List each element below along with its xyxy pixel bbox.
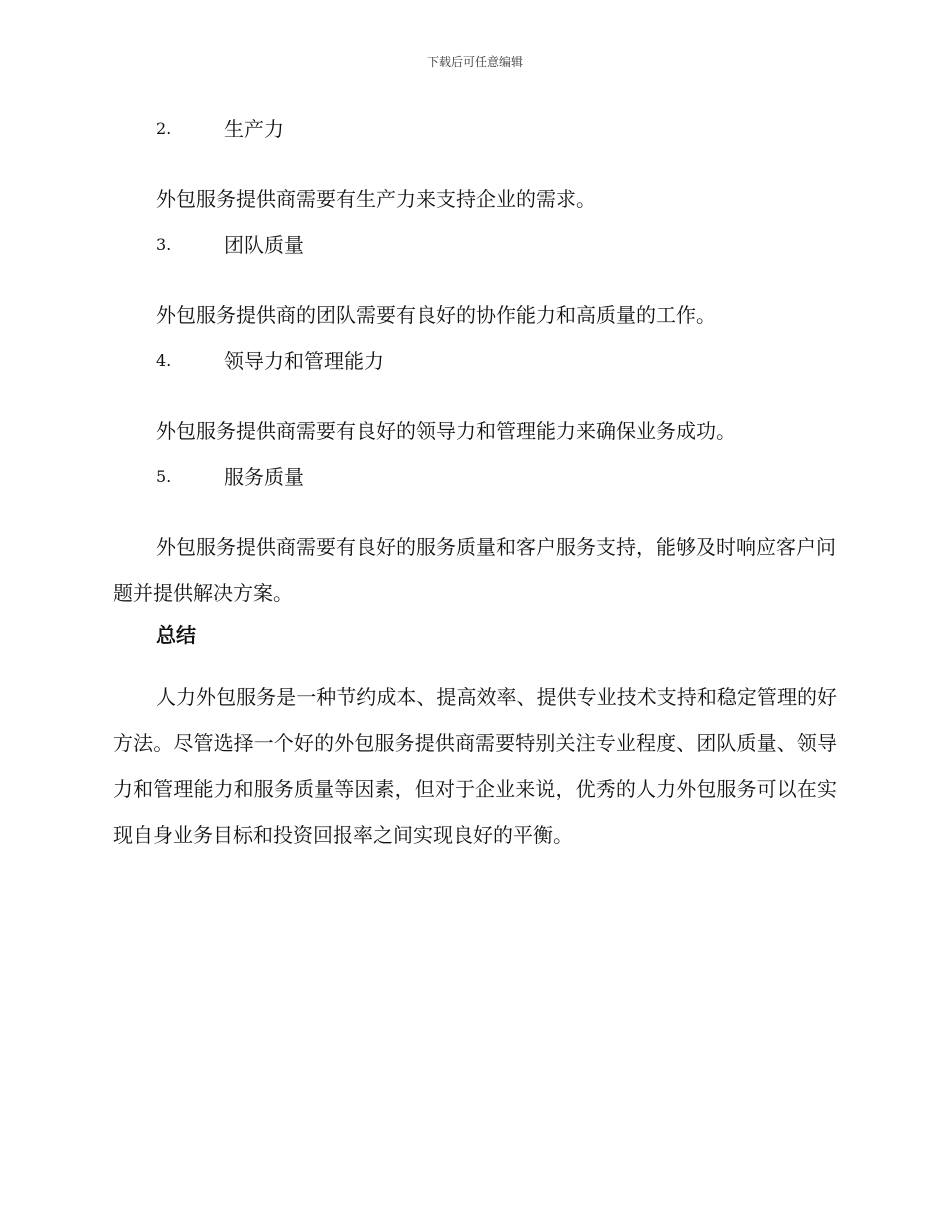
section-paragraph-service-quality: 外包服务提供商需要有良好的服务质量和客户服务支持，能够及时响应客户问题并提供解决方案。 bbox=[113, 535, 836, 605]
section-heading-team-quality bbox=[113, 228, 837, 286]
section-title: 团队质量 bbox=[224, 233, 304, 257]
page-header: 下载后可任意编辑 bbox=[426, 55, 523, 69]
section-number: 5. bbox=[156, 467, 172, 486]
section-title: 生产力 bbox=[224, 117, 284, 141]
section-number: 2. bbox=[156, 119, 172, 138]
section-paragraph-team-quality: 外包服务提供商的团队需要有良好的协作能力和高质量的工作。 bbox=[156, 303, 716, 327]
section-title: 服务质量 bbox=[224, 465, 304, 489]
section-paragraph-productivity: 外包服务提供商需要有生产力来支持企业的需求。 bbox=[156, 187, 596, 211]
section-heading-productivity bbox=[113, 112, 837, 170]
section-title: 领导力和管理能力 bbox=[224, 349, 384, 373]
document-body bbox=[113, 112, 837, 858]
section-paragraph-leadership: 外包服务提供商需要有良好的领导力和管理能力来确保业务成功。 bbox=[156, 419, 736, 443]
section-number: 3. bbox=[156, 235, 172, 254]
section-number: 4. bbox=[156, 351, 172, 370]
summary-heading: 总结 bbox=[156, 623, 196, 647]
section-heading-leadership bbox=[113, 344, 837, 402]
section-heading-service-quality bbox=[113, 460, 837, 518]
summary-paragraph: 人力外包服务是一种节约成本、提高效率、提供专业技术支持和稳定管理的好方法。尽管选择一个好的外包服务提供商需要特别关注专业程度、团队质量、领导力和管理能力和服务质量等因素，但对于企业来说，优秀的人力外包服务可以在实现自身业务目标和投资回报率之间实现良好的平衡。 bbox=[113, 685, 837, 847]
